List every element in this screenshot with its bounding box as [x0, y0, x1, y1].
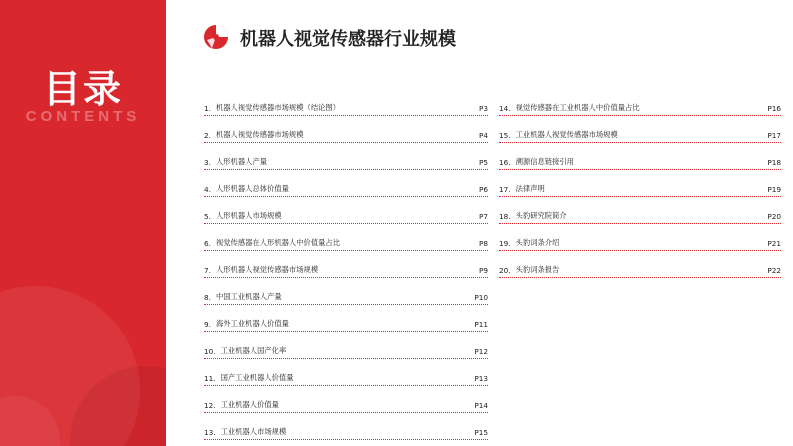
toc-entry-label: 中国工业机器人产量 — [215, 292, 282, 301]
toc-entry-page: P6 — [478, 185, 488, 194]
toc-entry-number: 12. — [204, 401, 216, 410]
toc-entry-label: 视觉传感器在工业机器人中价值量占比 — [515, 103, 640, 112]
toc-entry-page: P21 — [767, 239, 781, 248]
toc-entry-label: 工业机器人市场规模 — [220, 427, 287, 436]
toc-entry-number: 9. — [204, 320, 211, 329]
toc-entry-label: 海外工业机器人价值量 — [215, 319, 289, 328]
toc-subtitle: CONTENTS — [25, 108, 141, 125]
toc-title: 目录 — [42, 67, 123, 111]
toc-entry-page: P5 — [478, 158, 488, 167]
toc-entry[interactable] — [204, 278, 488, 305]
toc-entry-label: 视觉传感器在人形机器人中价值量占比 — [215, 238, 341, 247]
toc-entry-page: P16 — [767, 104, 781, 113]
toc-entry[interactable] — [204, 197, 488, 224]
toc-entry-number: 15. — [499, 131, 511, 140]
toc-entry-label: 工业机器人价值量 — [220, 400, 279, 409]
toc-entry-page: P3 — [478, 104, 488, 113]
toc-entry-page: P19 — [767, 185, 781, 194]
toc-entry-number: 20. — [499, 266, 511, 275]
toc-entry-page: P20 — [767, 212, 781, 221]
toc-entry[interactable] — [499, 89, 781, 116]
toc-entry-number: 11. — [204, 374, 216, 383]
toc-entry-page: P22 — [767, 266, 781, 275]
toc-entry-page: P18 — [767, 158, 781, 167]
toc-entry-label: 机器人视觉传感器市场规模 — [215, 130, 304, 139]
toc-entry[interactable] — [499, 170, 781, 197]
toc-entry-number: 8. — [204, 293, 211, 302]
toc-entry[interactable] — [204, 305, 488, 332]
toc-entry[interactable] — [204, 143, 488, 170]
toc-entry-page: P13 — [474, 374, 488, 383]
toc-entry[interactable] — [499, 143, 781, 170]
toc-entry-page: P17 — [767, 131, 781, 140]
toc-entry[interactable] — [204, 224, 488, 251]
brand-logo-icon — [203, 24, 229, 50]
toc-entry-label: 头豹词条介绍 — [515, 238, 560, 247]
toc-entry-number: 17. — [499, 185, 511, 194]
toc-entry-page: P4 — [478, 131, 488, 140]
toc-entry-label: 头豹词条报告 — [515, 265, 560, 274]
toc-entry-label: 工业机器人国产化率 — [220, 346, 287, 355]
toc-entry[interactable] — [499, 116, 781, 143]
toc-entry-number: 14. — [499, 104, 511, 113]
toc-entry-page: P14 — [474, 401, 488, 410]
toc-entry-label: 人形机器人总体价值量 — [215, 184, 289, 193]
toc-entry[interactable] — [204, 170, 488, 197]
toc-entry-label: 国产工业机器人价值量 — [220, 373, 294, 382]
toc-entry-page: P9 — [478, 266, 488, 275]
toc-entry[interactable] — [204, 251, 488, 278]
toc-entry-number: 18. — [499, 212, 511, 221]
toc-entry-number: 5. — [204, 212, 211, 221]
toc-entry[interactable] — [499, 224, 781, 251]
toc-entry-number: 2. — [204, 131, 211, 140]
toc-entry-page: P7 — [478, 212, 488, 221]
toc-entry-label: 工业机器人视觉传感器市场规模 — [515, 130, 618, 139]
toc-entry-number: 19. — [499, 239, 511, 248]
toc-entry[interactable] — [204, 116, 488, 143]
toc-entry-page: P12 — [474, 347, 488, 356]
toc-entry-label: 人形机器人市场规模 — [215, 211, 282, 220]
toc-entry-number: 16. — [499, 158, 511, 167]
toc-entry-label: 人形机器人视觉传感器市场规模 — [215, 265, 319, 274]
toc-entry-number: 13. — [204, 428, 216, 437]
toc-column-right — [499, 89, 781, 278]
toc-entry[interactable] — [499, 251, 781, 278]
toc-entry-page: P8 — [478, 239, 488, 248]
toc-entry[interactable] — [204, 89, 488, 116]
toc-entry-label: 头豹研究院简介 — [515, 211, 567, 220]
toc-entry-page: P15 — [474, 428, 488, 437]
toc-entry-label: 溯源信息链接引用 — [515, 157, 574, 166]
toc-entry-number: 7. — [204, 266, 211, 275]
toc-entry-number: 4. — [204, 185, 211, 194]
toc-entry[interactable] — [204, 359, 488, 386]
toc-entry-number: 6. — [204, 239, 211, 248]
toc-column-left — [204, 89, 488, 440]
toc-entry-number: 1. — [204, 104, 211, 113]
toc-entry[interactable] — [499, 197, 781, 224]
toc-entry-label: 法律声明 — [515, 184, 545, 193]
toc-entry[interactable] — [204, 332, 488, 359]
toc-entry-label: 人形机器人产量 — [215, 157, 268, 166]
toc-entry-page: P10 — [474, 293, 488, 302]
toc-entry-page: P11 — [474, 320, 488, 329]
toc-entry[interactable] — [204, 386, 488, 413]
toc-entry-number: 3. — [204, 158, 211, 167]
toc-entry[interactable] — [204, 413, 488, 440]
sidebar-panel — [0, 0, 166, 446]
toc-entry-label: 机器人视觉传感器市场规模（结论图） — [215, 103, 341, 112]
page-title: 机器人视觉传感器行业规模 — [240, 29, 456, 50]
toc-entry-number: 10. — [204, 347, 216, 356]
